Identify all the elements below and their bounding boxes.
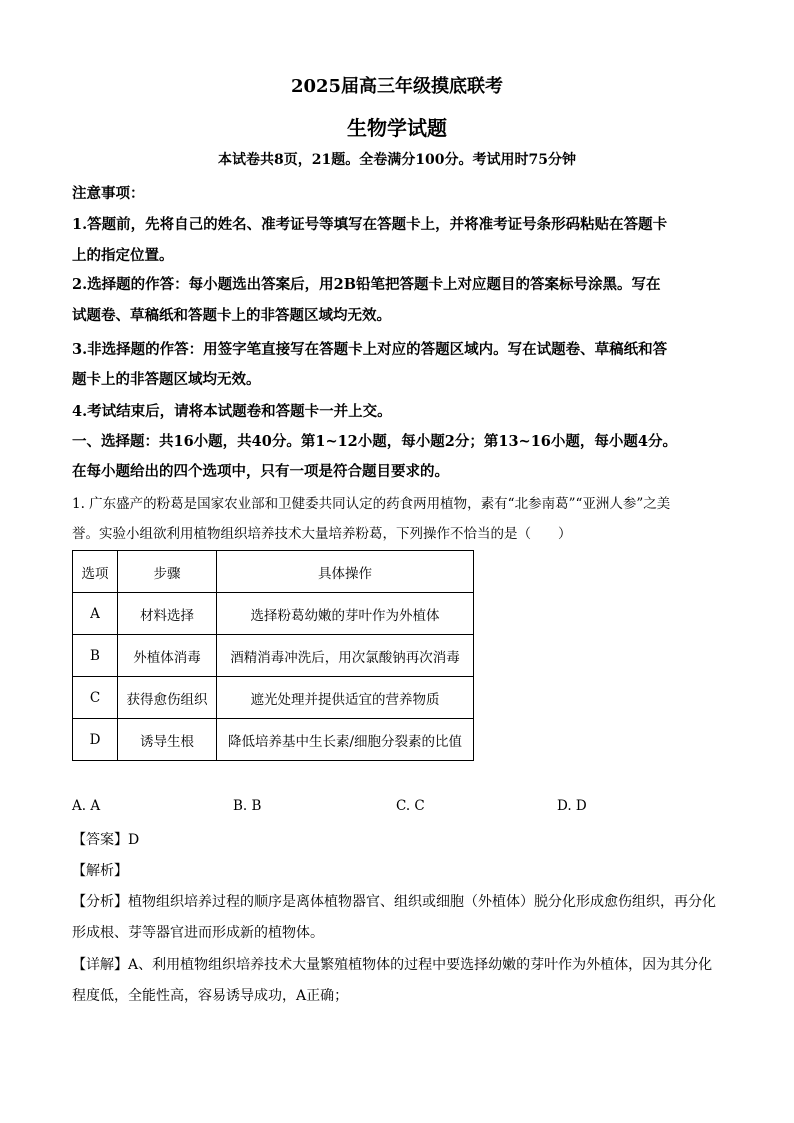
notice-item-2b: 试题卷、草稿纸和答题卡上的非答题区域均无效。 bbox=[72, 307, 391, 324]
table-cell: B bbox=[73, 635, 118, 677]
table-cell: 选择粉葛幼嫩的芽叶作为外植体 bbox=[217, 593, 474, 635]
notice-item-1b: 上的指定位置。 bbox=[72, 247, 174, 264]
notice-item-4: 4.考试结束后，请将本试题卷和答题卡一并上交。 bbox=[72, 403, 392, 420]
analysis-fenxi-a: 【分析】植物组织培养过程的顺序是离体植物器官、组织或细胞（外植体）脱分化形成愈伤组织，再分化 bbox=[72, 894, 716, 910]
table-row bbox=[73, 635, 474, 677]
notice-item-3a: 3.非选择题的作答：用签字笔直接写在答题卡上对应的答题区域内。写在试题卷、草稿纸和答 bbox=[72, 341, 668, 358]
question-1-stem-b: 誉。实验小组欲利用植物组织培养技术大量培养粉葛，下列操作不恰当的是（ ） bbox=[72, 526, 572, 542]
exam-info: 本试卷共8页，21题。全卷满分100分。考试用时75分钟 bbox=[218, 152, 576, 168]
option-d: D. D bbox=[557, 798, 587, 814]
question-table bbox=[72, 550, 474, 761]
table-row bbox=[73, 677, 474, 719]
table-cell: C bbox=[73, 677, 118, 719]
table-cell: 获得愈伤组织 bbox=[118, 677, 217, 719]
exam-title: 2025届高三年级摸底联考 bbox=[290, 76, 504, 97]
table-header-cell: 步骤 bbox=[118, 551, 217, 593]
option-b: B. B bbox=[233, 798, 262, 814]
table-row bbox=[73, 593, 474, 635]
section-heading-b: 在每小题给出的四个选项中，只有一项是符合题目要求的。 bbox=[72, 463, 449, 480]
table-cell: 酒精消毒冲洗后，用次氯酸钠再次消毒 bbox=[217, 635, 474, 677]
option-c: C. C bbox=[396, 798, 425, 814]
table-header-cell: 具体操作 bbox=[217, 551, 474, 593]
answer-line: 【答案】D bbox=[72, 832, 140, 848]
table-header-cell: 选项 bbox=[73, 551, 118, 593]
table-cell: 降低培养基中生长素/细胞分裂素的比值 bbox=[217, 719, 474, 761]
table-cell: 诱导生根 bbox=[118, 719, 217, 761]
question-1-stem-a: 1. 广东盛产的粉葛是国家农业部和卫健委共同认定的药食两用植物，素有“北参南葛”“亚洲人参”之美 bbox=[72, 496, 671, 512]
notice-item-1a: 1.答题前，先将自己的姓名、准考证号等填写在答题卡上，并将准考证号条形码粘贴在答题卡 bbox=[72, 216, 668, 233]
analysis-detail-b: 程度低，全能性高，容易诱导成功，A正确； bbox=[72, 988, 349, 1004]
section-heading-a: 一、选择题：共16小题，共40分。第1~12小题，每小题2分；第13~16小题，每小题4分。 bbox=[72, 433, 677, 450]
table-cell: 外植体消毒 bbox=[118, 635, 217, 677]
analysis-detail-a: 【详解】A、利用植物组织培养技术大量繁殖植物体的过程中要选择幼嫩的芽叶作为外植体，因为其分化 bbox=[72, 957, 713, 973]
analysis-fenxi-b: 形成根、芽等器官进而形成新的植物体。 bbox=[72, 925, 324, 941]
table-header-row bbox=[73, 551, 474, 593]
analysis-label: 【解析】 bbox=[72, 863, 128, 879]
option-a: A. A bbox=[72, 798, 101, 814]
table-row bbox=[73, 719, 474, 761]
notice-item-2a: 2.选择题的作答：每小题选出答案后，用2B铅笔把答题卡上对应题目的答案标号涂黑。写在 bbox=[72, 276, 661, 293]
table-cell: 材料选择 bbox=[118, 593, 217, 635]
table-cell: D bbox=[73, 719, 118, 761]
table-cell: 遮光处理并提供适宜的营养物质 bbox=[217, 677, 474, 719]
notice-item-3b: 题卡上的非答题区域均无效。 bbox=[72, 371, 261, 388]
subject-title: 生物学试题 bbox=[347, 116, 447, 140]
table-cell: A bbox=[73, 593, 118, 635]
notice-heading: 注意事项： bbox=[72, 185, 145, 202]
